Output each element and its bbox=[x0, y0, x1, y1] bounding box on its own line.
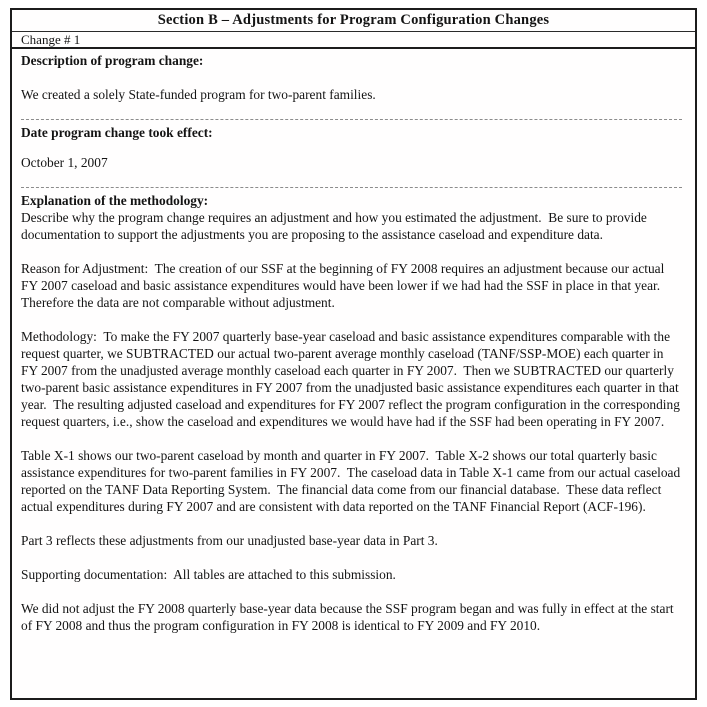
document-body bbox=[12, 49, 695, 634]
date-section bbox=[21, 124, 682, 188]
description-heading: Description of program change: bbox=[21, 53, 204, 68]
description-section bbox=[21, 52, 682, 120]
supporting-documentation-paragraph: Supporting documentation: All tables are attached to this submission. bbox=[21, 567, 396, 582]
change-number: Change # 1 bbox=[12, 32, 695, 49]
description-text: We created a solely State-funded program for two-parent families. bbox=[21, 87, 376, 102]
methodology-heading: Explanation of the methodology: bbox=[21, 193, 209, 208]
date-text: October 1, 2007 bbox=[21, 155, 108, 170]
tables-paragraph: Table X-1 shows our two-parent caseload by month and quarter in FY 2007. Table X-2 shows our total quarterly basic assistance expenditures for two-parent families in FY 2007. The caseload data in Table X-1 came from our actual caseload reported on the TANF Data Reporting System. The financial data come from our financial database. These data reflect actual expenditures during FY 2007 and are consistent with data reported on the TANF Financial Report (ACF-196). bbox=[21, 448, 684, 514]
methodology-section bbox=[21, 192, 682, 634]
reason-for-adjustment-paragraph: Reason for Adjustment: The creation of our SSF at the beginning of FY 2008 requires an adjustment because our actual FY 2007 caseload and basic assistance expenditures would have been lower if we had had the SSF in place in that year. Therefore the data are not comparable without adjustment. bbox=[21, 261, 668, 310]
part3-paragraph: Part 3 reflects these adjustments from our unadjusted base-year data in Part 3. bbox=[21, 533, 438, 548]
date-heading: Date program change took effect: bbox=[21, 125, 213, 140]
methodology-instructions: Describe why the program change requires an adjustment and how you estimated the adjustment. Be sure to provide documentation to support the adjustments you are proposing to the assistance caseload and expenditure data. bbox=[21, 210, 651, 242]
fy2008-paragraph: We did not adjust the FY 2008 quarterly base-year data because the SSF program began and was fully in effect at the start of FY 2008 and thus the program configuration in FY 2008 is identical to FY 2009 and FY 2010. bbox=[21, 601, 677, 633]
methodology-paragraph: Methodology: To make the FY 2007 quarterly base-year caseload and basic assistance expenditures comparable with the request quarter, we SUBTRACTED our actual two-parent average monthly caseload (TANF/SSP-MOE) each quarter in FY 2007 from the unadjusted average monthly caseload each quarter in FY 2007. Then we SUBTRACTED our quarterly two-parent basic assistance expenditures in FY 2007 from the unadjusted basic assistance expenditures each quarter in that year. The resulting adjusted caseload and expenditures for FY 2007 reflect the program configuration in the corresponding request quarters, i.e., show the caseload and expenditures we would have had if the SSF had been operating in FY 2007. bbox=[21, 329, 684, 429]
section-title: Section B – Adjustments for Program Configuration Changes bbox=[12, 10, 695, 32]
document-page bbox=[10, 8, 697, 700]
